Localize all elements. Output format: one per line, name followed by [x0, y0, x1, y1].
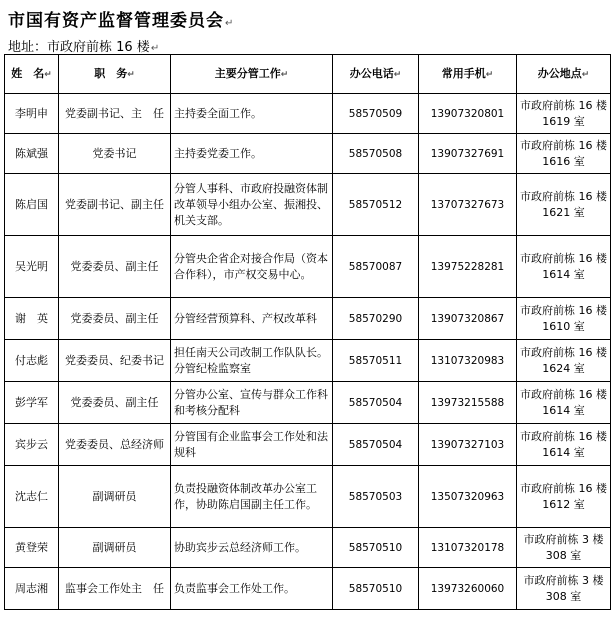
- address-line: [8, 36, 159, 55]
- cell-title: 党委副书记、主 任: [59, 94, 171, 134]
- cell-title: 党委委员、副主任: [59, 298, 171, 340]
- cell-name: 吴光明: [5, 236, 59, 298]
- column-header-title: 职 务↵: [59, 55, 171, 94]
- page-title: [8, 6, 234, 31]
- cell-name: 宾步云: [5, 424, 59, 466]
- cell-duties: 分管人事科、市政府投融资体制改革领导小组办公室、振湘投、机关支部。: [171, 174, 333, 236]
- cell-office-phone: 58570510: [333, 528, 419, 568]
- cell-mobile: 13907320801: [419, 94, 517, 134]
- cell-location: 市政府前栋 16 楼 1612 室: [517, 466, 611, 528]
- cell-duties: 负责监事会工作处工作。: [171, 568, 333, 610]
- cell-title: 党委副书记、副主任: [59, 174, 171, 236]
- cell-duties: 主持委全面工作。: [171, 94, 333, 134]
- directory-table: [4, 54, 611, 610]
- cell-title: 监事会工作处主 任: [59, 568, 171, 610]
- cell-location: 市政府前栋 16 楼 1614 室: [517, 236, 611, 298]
- cell-office-phone: 58570087: [333, 236, 419, 298]
- cell-name: 周志湘: [5, 568, 59, 610]
- cell-duties: 协助宾步云总经济师工作。: [171, 528, 333, 568]
- table-row: [5, 298, 611, 340]
- table-row: [5, 528, 611, 568]
- table-row: [5, 382, 611, 424]
- paragraph-mark-icon: ↵: [225, 18, 235, 29]
- cell-location: 市政府前栋 3 楼 308 室: [517, 568, 611, 610]
- cell-title: 党委委员、副主任: [59, 382, 171, 424]
- cell-office-phone: 58570511: [333, 340, 419, 382]
- cell-title: 副调研员: [59, 466, 171, 528]
- cell-duties: 分管央企省企对接合作局（资本合作科），市产权交易中心。: [171, 236, 333, 298]
- table-row: [5, 94, 611, 134]
- cell-title: 党委委员、总经济师: [59, 424, 171, 466]
- cell-location: 市政府前栋 16 楼 1621 室: [517, 174, 611, 236]
- cell-name: 付志彪: [5, 340, 59, 382]
- cell-mobile: 13907327691: [419, 134, 517, 174]
- page-title-text: 市国有资产监督管理委员会: [8, 11, 224, 31]
- table-row: [5, 174, 611, 236]
- cell-mobile: 13107320983: [419, 340, 517, 382]
- cell-duties: 担任南天公司改制工作队队长。分管纪检监察室: [171, 340, 333, 382]
- cell-location: 市政府前栋 16 楼 1616 室: [517, 134, 611, 174]
- column-header-office-phone: 办公电话↵: [333, 55, 419, 94]
- table-body: [5, 94, 611, 610]
- cell-location: 市政府前栋 16 楼 1624 室: [517, 340, 611, 382]
- table-row: [5, 134, 611, 174]
- cell-mobile: 13907327103: [419, 424, 517, 466]
- cell-title: 副调研员: [59, 528, 171, 568]
- cell-name: 谢 英: [5, 298, 59, 340]
- cell-location: 市政府前栋 16 楼 1610 室: [517, 298, 611, 340]
- cell-office-phone: 58570508: [333, 134, 419, 174]
- cell-office-phone: 58570512: [333, 174, 419, 236]
- table-header-row: [5, 55, 611, 94]
- table-row: [5, 568, 611, 610]
- cell-duties: 分管国有企业监事会工作处和法规科: [171, 424, 333, 466]
- cell-mobile: 13973215588: [419, 382, 517, 424]
- cell-mobile: 13507320963: [419, 466, 517, 528]
- cell-name: 陈启国: [5, 174, 59, 236]
- cell-title: 党委委员、副主任: [59, 236, 171, 298]
- cell-name: 陈斌强: [5, 134, 59, 174]
- cell-mobile: 13907320867: [419, 298, 517, 340]
- cell-title: 党委委员、纪委书记: [59, 340, 171, 382]
- cell-office-phone: 58570504: [333, 424, 419, 466]
- cell-mobile: 13707327673: [419, 174, 517, 236]
- cell-duties: 负责投融资体制改革办公室工作，协助陈启国副主任工作。: [171, 466, 333, 528]
- cell-mobile: 13973260060: [419, 568, 517, 610]
- table-row: [5, 466, 611, 528]
- cell-duties: 分管经营预算科、产权改革科: [171, 298, 333, 340]
- cell-office-phone: 58570503: [333, 466, 419, 528]
- cell-name: 沈志仁: [5, 466, 59, 528]
- cell-mobile: 13975228281: [419, 236, 517, 298]
- cell-office-phone: 58570504: [333, 382, 419, 424]
- column-header-mobile: 常用手机↵: [419, 55, 517, 94]
- cell-location: 市政府前栋 16 楼 1614 室: [517, 424, 611, 466]
- column-header-duties: 主要分管工作↵: [171, 55, 333, 94]
- paragraph-mark-icon: ↵: [150, 43, 160, 54]
- cell-name: 彭学军: [5, 382, 59, 424]
- column-header-location: 办公地点↵: [517, 55, 611, 94]
- cell-location: 市政府前栋 3 楼 308 室: [517, 528, 611, 568]
- cell-name: 黄登荣: [5, 528, 59, 568]
- table-row: [5, 236, 611, 298]
- table-row: [5, 340, 611, 382]
- cell-location: 市政府前栋 16 楼 1619 室: [517, 94, 611, 134]
- cell-name: 李明申: [5, 94, 59, 134]
- cell-duties: 分管办公室、宣传与群众工作科和考核分配科: [171, 382, 333, 424]
- cell-office-phone: 58570290: [333, 298, 419, 340]
- cell-office-phone: 58570510: [333, 568, 419, 610]
- address-text: 地址：市政府前栋 16 楼: [8, 40, 150, 55]
- cell-duties: 主持委党委工作。: [171, 134, 333, 174]
- cell-office-phone: 58570509: [333, 94, 419, 134]
- cell-mobile: 13107320178: [419, 528, 517, 568]
- cell-location: 市政府前栋 16 楼 1614 室: [517, 382, 611, 424]
- table-row: [5, 424, 611, 466]
- cell-title: 党委书记: [59, 134, 171, 174]
- column-header-name: 姓 名↵: [5, 55, 59, 94]
